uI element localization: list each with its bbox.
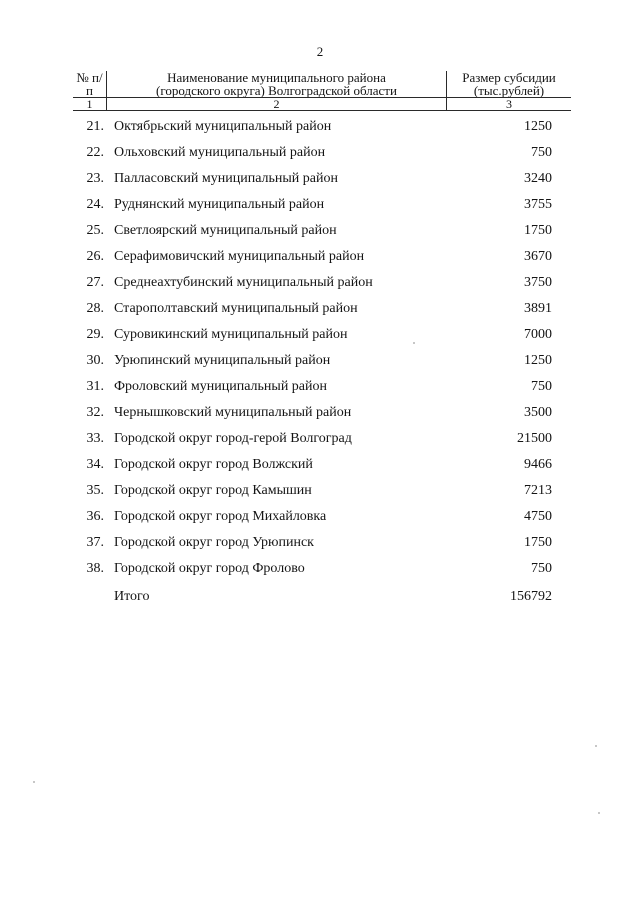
row-subsidy-amount: 1250 <box>524 119 552 134</box>
row-number: 32. <box>86 405 104 420</box>
row-subsidy-amount: 3240 <box>524 171 552 186</box>
row-subsidy-amount: 3891 <box>524 301 552 316</box>
row-subsidy-amount: 21500 <box>517 431 552 446</box>
table-row <box>0 556 640 582</box>
row-district-name: Палласовский муниципальный район <box>114 171 338 186</box>
row-subsidy-amount: 750 <box>531 561 552 576</box>
table-row <box>0 322 640 348</box>
row-subsidy-amount: 1750 <box>524 535 552 550</box>
total-amount: 156792 <box>510 589 552 604</box>
row-number: 23. <box>86 171 104 186</box>
header-name <box>106 71 446 97</box>
total-label: Итого <box>114 589 150 604</box>
row-district-name: Старополтавский муниципальный район <box>114 301 358 316</box>
row-number: 33. <box>86 431 104 446</box>
row-district-name: Городской округ город Михайловка <box>114 509 327 524</box>
scan-speck <box>598 812 600 814</box>
row-district-name: Чернышковский муниципальный район <box>114 405 352 420</box>
row-number: 26. <box>86 249 104 264</box>
table-header-row <box>73 71 571 97</box>
row-district-name: Городской округ город Фролово <box>114 561 305 576</box>
row-subsidy-amount: 3750 <box>524 275 552 290</box>
row-district-name: Суровикинский муниципальный район <box>114 327 348 342</box>
scan-speck <box>595 745 597 747</box>
row-district-name: Городской округ город Камышин <box>114 483 312 498</box>
table-row <box>0 426 640 452</box>
table-row <box>0 270 640 296</box>
row-number: 30. <box>86 353 104 368</box>
column-number-1: 1 <box>86 98 93 110</box>
row-district-name: Серафимовичский муниципальный район <box>114 249 365 264</box>
row-number: 21. <box>86 119 104 134</box>
row-number: 35. <box>86 483 104 498</box>
total-row <box>0 584 640 610</box>
table-row <box>0 166 640 192</box>
row-subsidy-amount: 7000 <box>524 327 552 342</box>
row-district-name: Октябрьский муниципальный район <box>114 119 332 134</box>
row-number: 28. <box>86 301 104 316</box>
table-row <box>0 374 640 400</box>
row-number: 31. <box>86 379 104 394</box>
table-row <box>0 504 640 530</box>
row-district-name: Городской округ город Волжский <box>114 457 313 472</box>
scan-speck <box>413 342 415 344</box>
row-subsidy-amount: 1250 <box>524 353 552 368</box>
header-amount-line2: (тыс.рублей) <box>473 83 545 97</box>
row-number: 34. <box>86 457 104 472</box>
row-subsidy-amount: 7213 <box>524 483 552 498</box>
table-row <box>0 400 640 426</box>
table-row <box>0 218 640 244</box>
row-district-name: Ольховский муниципальный район <box>114 145 326 160</box>
table-row <box>0 348 640 374</box>
column-number-2: 2 <box>106 98 446 110</box>
row-district-name: Руднянский муниципальный район <box>114 197 325 212</box>
table-body <box>0 114 640 582</box>
column-number-3: 3 <box>446 98 571 110</box>
table-row <box>0 140 640 166</box>
row-district-name: Среднеахтубинский муниципальный район <box>114 275 373 290</box>
table-row <box>0 452 640 478</box>
table-row <box>0 244 640 270</box>
row-number: 24. <box>86 197 104 212</box>
row-number: 27. <box>86 275 104 290</box>
row-subsidy-amount: 750 <box>531 379 552 394</box>
table-row <box>0 114 640 140</box>
table-header <box>73 71 571 111</box>
header-name-line1: Наименование муниципального района <box>167 71 386 85</box>
row-number: 25. <box>86 223 104 238</box>
page-number: 2 <box>316 44 324 59</box>
table-row <box>0 192 640 218</box>
row-subsidy-amount: 4750 <box>524 509 552 524</box>
scan-speck <box>33 781 35 783</box>
table-row <box>0 478 640 504</box>
table-column-numbers-row <box>73 97 571 111</box>
row-district-name: Городской округ город-герой Волгоград <box>114 431 352 446</box>
header-number: № п/п <box>76 71 103 97</box>
row-district-name: Фроловский муниципальный район <box>114 379 328 394</box>
row-number: 29. <box>86 327 104 342</box>
row-district-name: Урюпинский муниципальный район <box>114 353 331 368</box>
row-subsidy-amount: 750 <box>531 145 552 160</box>
row-district-name: Городской округ город Урюпинск <box>114 535 314 550</box>
header-amount-line1: Размер субсидии <box>462 71 556 85</box>
row-district-name: Светлоярский муниципальный район <box>114 223 337 238</box>
table-row <box>0 530 640 556</box>
header-amount <box>446 71 571 97</box>
table-row <box>0 296 640 322</box>
row-number: 38. <box>86 561 104 576</box>
row-subsidy-amount: 9466 <box>524 457 552 472</box>
header-name-line2: (городского округа) Волгоградской области <box>156 83 397 97</box>
row-subsidy-amount: 3670 <box>524 249 552 264</box>
row-subsidy-amount: 1750 <box>524 223 552 238</box>
row-number: 36. <box>86 509 104 524</box>
row-subsidy-amount: 3755 <box>524 197 552 212</box>
row-number: 22. <box>86 145 104 160</box>
row-subsidy-amount: 3500 <box>524 405 552 420</box>
row-number: 37. <box>86 535 104 550</box>
